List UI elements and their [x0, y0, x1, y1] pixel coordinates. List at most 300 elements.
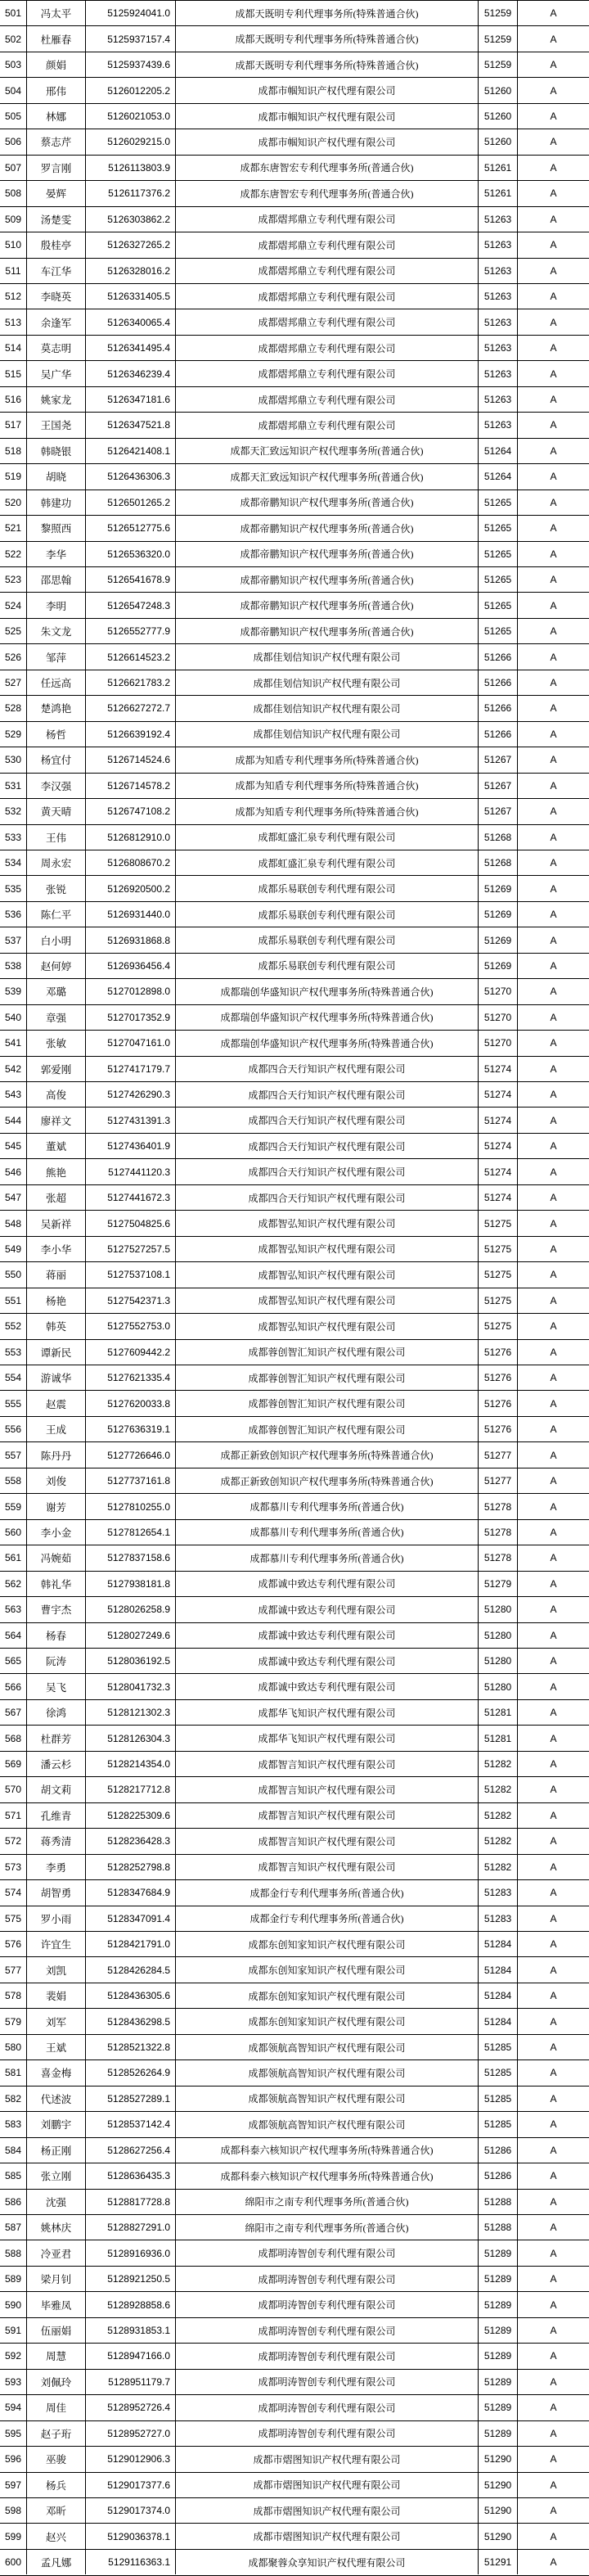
table-row	[0, 2420, 589, 2446]
agency-code-cell: 51264	[478, 464, 517, 489]
table-row	[0, 2034, 589, 2059]
agent-name-cell: 邵思翰	[26, 567, 85, 592]
certificate-number-cell: 5127636319.1	[85, 1417, 175, 1441]
grade-cell: A	[517, 2267, 589, 2291]
agency-code-cell: 51263	[478, 387, 517, 412]
agency-name-cell: 成都熠邦鼎立专利代理有限公司	[175, 207, 478, 232]
table-row	[0, 77, 589, 102]
row-number-cell: 568	[4, 1732, 22, 1744]
row-number-cell: 527	[4, 677, 22, 688]
agency-code-cell: 51277	[478, 1468, 517, 1493]
grade-cell: A	[517, 516, 589, 540]
certificate-number-cell: 5128027249.6	[85, 1623, 175, 1648]
certificate-number-cell: 5126614523.2	[85, 644, 175, 669]
table-row	[0, 953, 589, 978]
agent-name-cell: 李勇	[26, 1855, 85, 1879]
agency-code-cell: 51263	[478, 309, 517, 334]
agency-name-cell: 成都熠邦鼎立专利代理有限公司	[175, 336, 478, 360]
grade-cell: A	[517, 2060, 589, 2085]
certificate-number-cell: 5127527257.5	[85, 1237, 175, 1261]
row-number-cell: 503	[4, 59, 22, 71]
agency-code-cell: 51289	[478, 2292, 517, 2317]
agent-name-cell: 颜娟	[26, 52, 85, 77]
agency-code-cell: 51263	[478, 207, 517, 232]
row-number-cell: 525	[4, 625, 22, 638]
agency-name-cell: 成都蓉创智汇知识产权代理有限公司	[175, 1417, 478, 1441]
certificate-number-cell: 5128436298.5	[85, 2009, 175, 2033]
agency-name-cell: 成都慕川专利代理事务所(普通合伙)	[175, 1520, 478, 1545]
table-row	[0, 978, 589, 1004]
agency-code-cell: 51269	[478, 954, 517, 978]
row-number-cell: 519	[4, 471, 22, 483]
row-number-cell: 540	[4, 1011, 22, 1023]
grade-cell: A	[517, 2035, 589, 2059]
agency-name-cell: 成都天既明专利代理事务所(特殊普通合伙)	[175, 1, 478, 25]
agency-code-cell: 51285	[478, 2035, 517, 2059]
agent-name-cell: 冷亚君	[26, 2240, 85, 2265]
agency-name-cell: 成都诚中致达专利代理有限公司	[175, 1623, 478, 1648]
agency-name-cell: 成都为知盾专利代理事务所(特殊普通合伙)	[175, 799, 478, 823]
certificate-number-cell: 5128952726.4	[85, 2395, 175, 2420]
grade-cell: A	[517, 1700, 589, 1725]
grade-cell: A	[517, 26, 589, 51]
agency-code-cell: 51263	[478, 413, 517, 437]
certificate-number-cell: 5128126304.3	[85, 1726, 175, 1750]
row-number-cell: 502	[4, 33, 22, 45]
agent-name-cell: 杜群芳	[26, 1726, 85, 1750]
agency-name-cell: 成都诚中致达专利代理有限公司	[175, 1597, 478, 1622]
grade-cell: A	[517, 1185, 589, 1210]
table-row	[0, 360, 589, 386]
certificate-number-cell: 5127017352.9	[85, 1005, 175, 1030]
agency-name-cell: 成都虹盛汇泉专利代理有限公司	[175, 850, 478, 875]
agent-name-cell: 刘俊	[26, 1468, 85, 1493]
agency-name-cell: 成都帝鹏知识产权代理事务所(普通合伙)	[175, 490, 478, 515]
table-row	[0, 52, 589, 77]
agency-code-cell: 51285	[478, 2112, 517, 2136]
agency-name-cell: 成都智言知识产权代理有限公司	[175, 1829, 478, 1853]
agent-name-cell: 王国尧	[26, 413, 85, 437]
grade-cell: A	[517, 979, 589, 1004]
agency-code-cell: 51289	[478, 2318, 517, 2343]
agency-code-cell: 51280	[478, 1674, 517, 1699]
agency-name-cell: 成都熠邦鼎立专利代理有限公司	[175, 309, 478, 334]
table-row	[0, 1906, 589, 1931]
row-number-cell: 570	[4, 1784, 22, 1796]
agent-name-cell: 潘云杉	[26, 1752, 85, 1776]
grade-cell: A	[517, 1340, 589, 1365]
agency-code-cell: 51275	[478, 1211, 517, 1235]
certificate-number-cell: 5126536320.0	[85, 542, 175, 566]
agency-name-cell: 成都领航高智知识产权代理有限公司	[175, 2035, 478, 2059]
grade-cell: A	[517, 927, 589, 952]
grade-cell: A	[517, 2009, 589, 2033]
grade-cell: A	[517, 464, 589, 489]
certificate-number-cell: 5127552753.0	[85, 1314, 175, 1338]
table-row	[0, 232, 589, 257]
agency-name-cell: 成都明涛智创专利代理有限公司	[175, 2421, 478, 2446]
row-number-cell: 531	[4, 779, 22, 792]
row-number-cell: 585	[4, 2170, 22, 2182]
agent-name-cell: 张超	[26, 1185, 85, 1210]
agency-code-cell: 51269	[478, 927, 517, 952]
certificate-number-cell: 5127837158.6	[85, 1545, 175, 1570]
agency-code-cell: 51263	[478, 361, 517, 386]
certificate-number-cell: 5126931440.0	[85, 902, 175, 927]
grade-cell: A	[517, 2447, 589, 2471]
row-number-cell: 597	[4, 2479, 22, 2491]
agent-name-cell: 李汉强	[26, 774, 85, 798]
agency-name-cell: 成都天汇致远知识产权代理事务所(普通合伙)	[175, 464, 478, 489]
agency-code-cell: 51281	[478, 1726, 517, 1750]
agency-name-cell: 成都四合天行知识产权代理有限公司	[175, 1134, 478, 1158]
row-number-cell: 533	[4, 831, 22, 843]
agency-code-cell: 51259	[478, 52, 517, 77]
agency-code-cell: 51282	[478, 1855, 517, 1879]
grade-cell: A	[517, 1031, 589, 1055]
table-row	[0, 1288, 589, 1313]
agency-code-cell: 51274	[478, 1057, 517, 1081]
certificate-number-cell: 5127726646.0	[85, 1442, 175, 1467]
agency-code-cell: 51290	[478, 2473, 517, 2497]
row-number-cell: 595	[4, 2427, 22, 2439]
table-row	[0, 1931, 589, 1956]
certificate-number-cell: 5128026258.9	[85, 1597, 175, 1622]
grade-cell: A	[517, 1777, 589, 1802]
agency-code-cell: 51274	[478, 1185, 517, 1210]
agent-name-cell: 邓璐	[26, 979, 85, 1004]
agency-code-cell: 51270	[478, 1005, 517, 1030]
grade-cell: A	[517, 387, 589, 412]
grade-cell: A	[517, 1005, 589, 1030]
agency-code-cell: 51285	[478, 2087, 517, 2111]
certificate-number-cell: 5128951179.7	[85, 2370, 175, 2394]
certificate-number-cell: 5127426290.3	[85, 1082, 175, 1107]
agency-name-cell: 成都智弘知识产权代理有限公司	[175, 1288, 478, 1313]
table-row	[0, 335, 589, 360]
grade-cell: A	[517, 104, 589, 129]
agency-name-cell: 成都市帼知识产权代理有限公司	[175, 129, 478, 154]
certificate-number-cell: 5128526264.9	[85, 2060, 175, 2085]
certificate-number-cell: 5129116363.1	[85, 2550, 175, 2574]
agent-name-cell: 李小金	[26, 1520, 85, 1545]
agency-name-cell: 成都瑞创华盛知识产权代理事务所(特殊普通合伙)	[175, 1031, 478, 1055]
certificate-number-cell: 5125937439.6	[85, 52, 175, 77]
agency-name-cell: 成都熠邦鼎立专利代理有限公司	[175, 413, 478, 437]
certificate-number-cell: 5127537108.1	[85, 1262, 175, 1287]
row-number-cell: 518	[4, 444, 22, 457]
row-number-cell: 552	[4, 1320, 22, 1333]
agency-name-cell: 成都四合天行知识产权代理有限公司	[175, 1082, 478, 1107]
grade-cell: A	[517, 799, 589, 823]
certificate-number-cell: 5128537142.4	[85, 2112, 175, 2136]
grade-cell: A	[517, 1572, 589, 1596]
table-row	[0, 1030, 589, 1055]
grade-cell: A	[517, 1880, 589, 1905]
row-number-cell: 594	[4, 2402, 22, 2414]
agent-name-cell: 任远高	[26, 670, 85, 695]
grade-cell: A	[517, 2240, 589, 2265]
certificate-number-cell: 5127417179.7	[85, 1057, 175, 1081]
agency-code-cell: 51269	[478, 876, 517, 900]
table-row	[0, 1596, 589, 1622]
row-number-cell: 574	[4, 1887, 22, 1899]
grade-cell: A	[517, 1932, 589, 1956]
agency-name-cell: 成都熠邦鼎立专利代理有限公司	[175, 259, 478, 283]
certificate-number-cell: 5126341495.4	[85, 336, 175, 360]
certificate-number-cell: 5126436306.3	[85, 464, 175, 489]
certificate-number-cell: 5127504825.6	[85, 1211, 175, 1235]
row-number-cell: 539	[4, 986, 22, 998]
agency-name-cell: 成都市熠图知识产权代理有限公司	[175, 2498, 478, 2523]
certificate-number-cell: 5127047161.0	[85, 1031, 175, 1055]
grade-cell: A	[517, 1983, 589, 2008]
certificate-number-cell: 5127938181.8	[85, 1572, 175, 1596]
agency-name-cell: 成都乐易联创专利代理有限公司	[175, 902, 478, 927]
table-row	[0, 1261, 589, 1287]
agency-name-cell: 成都帝鹏知识产权代理事务所(普通合伙)	[175, 542, 478, 566]
agent-name-cell: 吴广华	[26, 361, 85, 386]
row-number-cell: 522	[4, 548, 22, 560]
row-number-cell: 507	[4, 161, 22, 174]
agent-name-cell: 章强	[26, 1005, 85, 1030]
certificate-number-cell: 5129012906.3	[85, 2447, 175, 2471]
agency-name-cell: 成都金行专利代理事务所(普通合伙)	[175, 1906, 478, 1931]
grade-cell: A	[517, 1803, 589, 1828]
row-number-cell: 537	[4, 934, 22, 946]
certificate-number-cell: 5128827291.0	[85, 2215, 175, 2240]
certificate-number-cell: 5126541678.9	[85, 567, 175, 592]
table-row	[0, 643, 589, 669]
grade-cell: A	[517, 1134, 589, 1158]
agency-code-cell: 51265	[478, 593, 517, 617]
row-number-cell: 508	[4, 187, 22, 200]
certificate-number-cell: 5126639192.4	[85, 722, 175, 747]
agency-code-cell: 51282	[478, 1803, 517, 1828]
agent-name-cell: 王成	[26, 1417, 85, 1441]
agency-code-cell: 51284	[478, 2009, 517, 2033]
agency-code-cell: 51265	[478, 490, 517, 515]
agency-code-cell: 51284	[478, 1957, 517, 1982]
agent-name-cell: 黎照西	[26, 516, 85, 540]
grade-cell: A	[517, 1211, 589, 1235]
row-number-cell: 550	[4, 1269, 22, 1281]
agency-code-cell: 51267	[478, 774, 517, 798]
agency-code-cell: 51274	[478, 1134, 517, 1158]
row-number-cell: 567	[4, 1707, 22, 1719]
agency-name-cell: 成都为知盾专利代理事务所(特殊普通合伙)	[175, 774, 478, 798]
certificate-number-cell: 5128036192.5	[85, 1649, 175, 1673]
agency-name-cell: 绵阳市之南专利代理事务所(普通合伙)	[175, 2190, 478, 2214]
certificate-number-cell: 5129017377.6	[85, 2473, 175, 2497]
agent-name-cell: 邹萍	[26, 644, 85, 669]
agency-code-cell: 51263	[478, 336, 517, 360]
agency-code-cell: 51280	[478, 1597, 517, 1622]
certificate-number-cell: 5126327265.2	[85, 232, 175, 257]
table-row	[0, 2317, 589, 2343]
certificate-number-cell: 5128347684.9	[85, 1880, 175, 1905]
table-row	[0, 2266, 589, 2291]
agent-name-cell: 蒋丽	[26, 1262, 85, 1287]
grade-cell: A	[517, 1365, 589, 1390]
agency-name-cell: 成都科泰六核知识产权代理事务所(特殊普通合伙)	[175, 2163, 478, 2188]
agent-name-cell: 晏辉	[26, 181, 85, 205]
row-number-cell: 517	[4, 419, 22, 431]
agency-code-cell: 51278	[478, 1545, 517, 1570]
table-row	[0, 463, 589, 489]
agency-code-cell: 51269	[478, 902, 517, 927]
certificate-number-cell: 5126931868.8	[85, 927, 175, 952]
grade-cell: A	[517, 954, 589, 978]
agent-name-cell: 毕雅凤	[26, 2292, 85, 2317]
row-number-cell: 599	[4, 2530, 22, 2542]
row-number-cell: 523	[4, 574, 22, 586]
agent-name-cell: 李小华	[26, 1237, 85, 1261]
table-row	[0, 1313, 589, 1338]
agency-name-cell: 成都诚中致达专利代理有限公司	[175, 1572, 478, 1596]
table-row	[0, 618, 589, 643]
certificate-number-cell: 5126347521.8	[85, 413, 175, 437]
agent-name-cell: 殷桂亭	[26, 232, 85, 257]
grade-cell: A	[517, 542, 589, 566]
table-row	[0, 1493, 589, 1518]
agent-name-cell: 邢伟	[26, 78, 85, 102]
row-number-cell: 549	[4, 1243, 22, 1255]
row-number-cell: 586	[4, 2195, 22, 2208]
certificate-number-cell: 5126714524.6	[85, 747, 175, 772]
table-row	[0, 2008, 589, 2033]
grade-cell: A	[517, 1520, 589, 1545]
row-number-cell: 516	[4, 394, 22, 406]
grade-cell: A	[517, 876, 589, 900]
grade-cell: A	[517, 2550, 589, 2574]
row-number-cell: 553	[4, 1346, 22, 1358]
agency-code-cell: 51289	[478, 2395, 517, 2420]
agency-code-cell: 51288	[478, 2215, 517, 2240]
row-number-cell: 589	[4, 2273, 22, 2285]
agency-code-cell: 51283	[478, 1906, 517, 1931]
agency-name-cell: 成都正新致创知识产权代理事务所(特殊普通合伙)	[175, 1468, 478, 1493]
agency-name-cell: 成都瑞创华盛知识产权代理事务所(特殊普通合伙)	[175, 1005, 478, 1030]
agency-name-cell: 成都诚中致达专利代理有限公司	[175, 1674, 478, 1699]
grade-cell: A	[517, 2370, 589, 2394]
row-number-cell: 562	[4, 1577, 22, 1590]
grade-cell: A	[517, 2087, 589, 2111]
certificate-number-cell: 5127620033.8	[85, 1391, 175, 1415]
table-row	[0, 1622, 589, 1648]
grade-cell: A	[517, 1829, 589, 1853]
agent-name-cell: 罗小雨	[26, 1906, 85, 1931]
table-row	[0, 1133, 589, 1158]
agent-name-cell: 吴飞	[26, 1674, 85, 1699]
certificate-number-cell: 5128225309.6	[85, 1803, 175, 1828]
certificate-number-cell: 5128217712.8	[85, 1777, 175, 1802]
agency-code-cell: 51280	[478, 1623, 517, 1648]
certificate-number-cell: 5128214354.0	[85, 1752, 175, 1776]
row-number-cell: 556	[4, 1423, 22, 1436]
agency-name-cell: 成都四合天行知识产权代理有限公司	[175, 1159, 478, 1184]
table-row	[0, 2214, 589, 2240]
certificate-number-cell: 5128041732.3	[85, 1674, 175, 1699]
agency-name-cell: 成都智弘知识产权代理有限公司	[175, 1237, 478, 1261]
grade-cell: A	[517, 259, 589, 283]
row-number-cell: 528	[4, 702, 22, 715]
grade-cell: A	[517, 850, 589, 875]
grade-cell: A	[517, 825, 589, 850]
grade-cell: A	[517, 1314, 589, 1338]
agency-code-cell: 51260	[478, 104, 517, 129]
grade-cell: A	[517, 1494, 589, 1518]
grade-cell: A	[517, 722, 589, 747]
grade-cell: A	[517, 1906, 589, 1931]
certificate-number-cell: 5126029215.0	[85, 129, 175, 154]
agency-code-cell: 51282	[478, 1777, 517, 1802]
agency-name-cell: 成都帝鹏知识产权代理事务所(普通合伙)	[175, 567, 478, 592]
agency-name-cell: 成都慕川专利代理事务所(普通合伙)	[175, 1545, 478, 1570]
agency-code-cell: 51291	[478, 2550, 517, 2574]
grade-cell: A	[517, 284, 589, 309]
agent-name-cell: 刘鹏宇	[26, 2112, 85, 2136]
agency-code-cell: 51260	[478, 129, 517, 154]
grade-cell: A	[517, 156, 589, 180]
table-row	[0, 541, 589, 566]
grade-cell: A	[517, 2292, 589, 2317]
row-number-cell: 510	[4, 239, 22, 251]
grade-cell: A	[517, 1957, 589, 1982]
row-number-cell: 583	[4, 2118, 22, 2131]
table-row	[0, 1648, 589, 1673]
agency-name-cell: 成都四合天行知识产权代理有限公司	[175, 1185, 478, 1210]
certificate-number-cell: 5125937157.4	[85, 26, 175, 51]
row-number-cell: 582	[4, 2092, 22, 2105]
table-row	[0, 2446, 589, 2471]
table-row	[0, 824, 589, 850]
certificate-number-cell: 5126627272.7	[85, 696, 175, 720]
agent-name-cell: 孔维青	[26, 1803, 85, 1828]
table-row	[0, 1776, 589, 1802]
certificate-number-cell: 5126347181.6	[85, 387, 175, 412]
agent-name-cell: 廖祥文	[26, 1108, 85, 1132]
certificate-number-cell: 5129017374.0	[85, 2498, 175, 2523]
agent-name-cell: 赵震	[26, 1391, 85, 1415]
grade-cell: A	[517, 1597, 589, 1622]
certificate-number-cell: 5128421791.0	[85, 1932, 175, 1956]
agency-code-cell: 51260	[478, 78, 517, 102]
agent-name-cell: 周佳	[26, 2395, 85, 2420]
agency-name-cell: 成都智言知识产权代理有限公司	[175, 1803, 478, 1828]
table-row	[0, 129, 589, 154]
certificate-number-cell: 5126340065.4	[85, 309, 175, 334]
agency-name-cell: 成都东唐智宏专利代理事务所(普通合伙)	[175, 181, 478, 205]
agency-name-cell: 成都乐易联创专利代理有限公司	[175, 927, 478, 952]
row-number-cell: 593	[4, 2375, 22, 2388]
agency-name-cell: 成都虹盛汇泉专利代理有限公司	[175, 825, 478, 850]
certificate-number-cell: 5126012205.2	[85, 78, 175, 102]
row-number-cell: 504	[4, 84, 22, 97]
agent-name-cell: 黄天晴	[26, 799, 85, 823]
agency-name-cell: 成都天既明专利代理事务所(特殊普通合伙)	[175, 52, 478, 77]
agent-name-cell: 喜金梅	[26, 2060, 85, 2085]
certificate-number-cell: 5128521322.8	[85, 2035, 175, 2059]
agency-name-cell: 成都智弘知识产权代理有限公司	[175, 1211, 478, 1235]
grade-cell: A	[517, 1, 589, 25]
grade-cell: A	[517, 1855, 589, 1879]
table-row	[0, 0, 589, 25]
grade-cell: A	[517, 232, 589, 257]
agent-name-cell: 许宜生	[26, 1932, 85, 1956]
agent-name-cell: 熊艳	[26, 1159, 85, 1184]
agency-name-cell: 成都佳划信知识产权代理有限公司	[175, 696, 478, 720]
